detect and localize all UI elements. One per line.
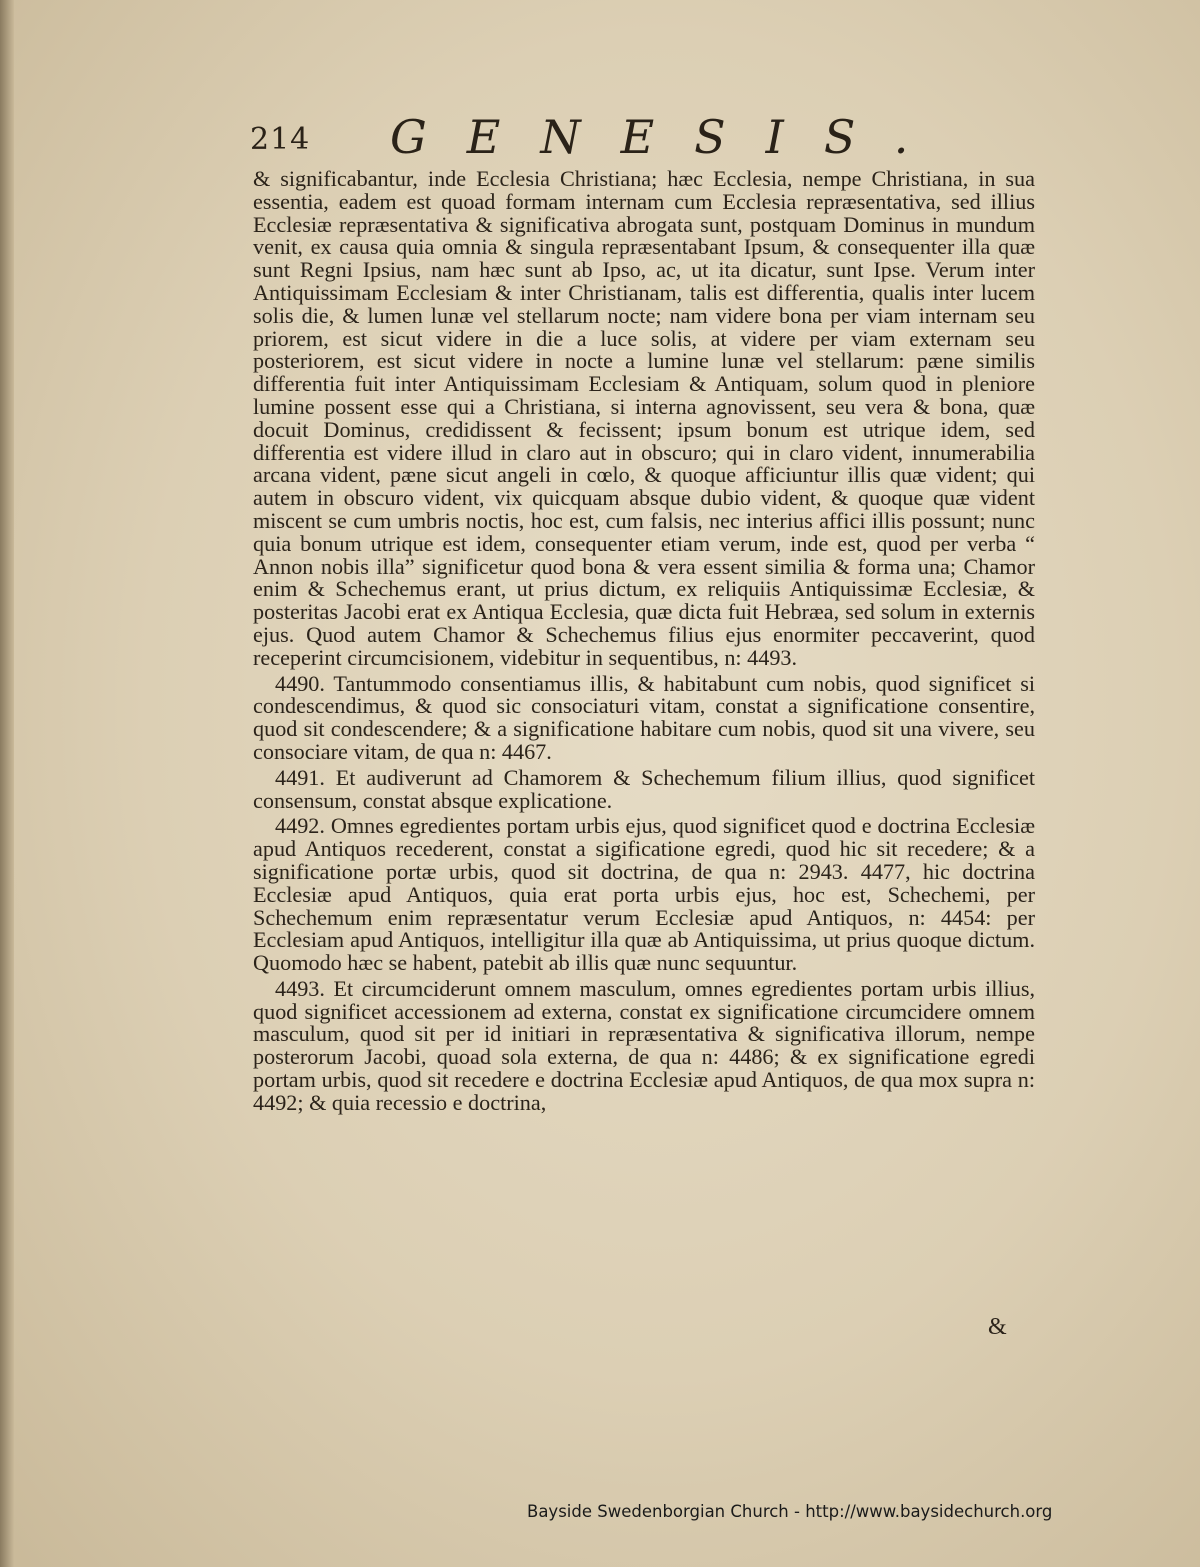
book-title: GENESIS. [390, 110, 949, 164]
paragraph-4493: 4493. Et circumciderunt omnem masculum, omnes egredientes portam urbis illius, quod significet accessionem ad externa, constat ex significatione circumcidere omnem masculum, quod sit per id initiari in repræsentativa & significativa illorum, nempe posterorum Jacobi, quoad sola externa, de qua n: 4486; & ex significatione egredi portam urbis, quod sit recedere e doctrina Ecclesiæ apud Antiquos, de qua mox supra n: 4492; & quia recessio e doctrina, [253, 975, 1035, 1115]
page-gutter [0, 0, 14, 1567]
footer-watermark: Bayside Swedenborgian Church - http://www.baysidechurch.org [527, 1502, 1053, 1521]
paragraph-4492: 4492. Omnes egredientes portam urbis ejus, quod significet quod e doctrina Ecclesiæ apud Antiquos recederent, constat a sigificatione egredi, quod hic sit recedere; & a significatione portæ urbis, quod sit doctrina, de qua n: 2943. 4477, hic doctrina Ecclesiæ apud Antiquos, quia erat porta urbis ejus, hoc est, Schechemi, per Schechemum enim repræsentatur verum Ecclesiæ apud Antiquos, n: 4454: per Ecclesiam apud Antiquos, intelligitur illa quæ ab Antiquissima, ut prius quoque dictum. Quomodo hæc se habent, patebit ab illis quæ nunc sequuntur. [253, 813, 1035, 976]
paragraph-continuation: & significabantur, inde Ecclesia Christiana; hæc Ecclesia, nempe Christiana, in sua essentia, eadem est quoad formam internam cum Ecclesia repræsentativa, sed illius Ecclesiæ repræsentativa & significativa abrogata sunt, postquam Dominus in mundum venit, ex causa quia omnia & singula repræsentabant Ipsum, & consequenter illa quæ sunt Regni Ipsius, nam hæc sunt ab Ipso, ac, ut ita dicatur, sunt Ipse. Verum inter Antiquissimam Ecclesiam & inter Christianam, talis est differentia, qualis inter lucem solis die, & lumen lunæ vel stellarum nocte; nam videre bona per viam internam seu priorem, est sicut videre in die a luce solis, at videre per viam externam seu posteriorem, est sicut videre in nocte a lumine lunæ vel stellarum: pæne similis differentia fuit inter Antiquissimam Ecclesiam & Antiquam, solum quod in pleniore lumine possent esse qui a Christiana, si interna agnovissent, seu vera & bona, quæ docuit Dominus, credidissent & fecissent; ipsum bonum est utrique idem, sed differentia est videre illud in claro aut in obscuro; qui in claro vident, innumerabilia arcana vident, pæne sicut angeli in cœlo, & quoque afficiuntur illis quæ vident; qui autem in obscuro vident, vix quicquam absque dubio vident, & quoque quæ vident miscent se cum umbris noctis, hoc est, cum falsis, nec interius affici illis possunt; nunc quia bonum utrique est idem, consequenter etiam verum, inde est, quod per verba “ Annon nobis illa” significetur quod bona & vera essent similia & forma una; Chamor enim & Schechemus erant, ut prius dictum, ex reliquiis Antiquissimæ Ecclesiæ, & posteritas Jacobi erat ex Antiqua Ecclesia, quæ dicta fuit Hebræa, sed solum in externis ejus. Quod autem Chamor & Schechemus filius ejus enormiter peccaverint, quod receperint circumcisionem, videbitur in sequentibus, n: 4493. [253, 166, 1035, 670]
paragraph-4491: 4491. Et audiverunt ad Chamorem & Schechemum filium illius, quod significet consensum, constat absque explicatione. [253, 764, 1035, 813]
page-number: 214 [250, 122, 311, 157]
body-text [253, 168, 1035, 1118]
catchword: & [988, 1314, 1007, 1340]
paragraph-4490: 4490. Tantummodo consentiamus illis, & habitabunt cum nobis, quod significet si condescendimus, & quod sic consociaturi vitam, constat a significatione consentire, quod sit condescendere; & a significatione habitare cum nobis, quod sit una vivere, seu consociare vitam, de qua n: 4467. [253, 670, 1035, 764]
running-head [250, 108, 1030, 168]
